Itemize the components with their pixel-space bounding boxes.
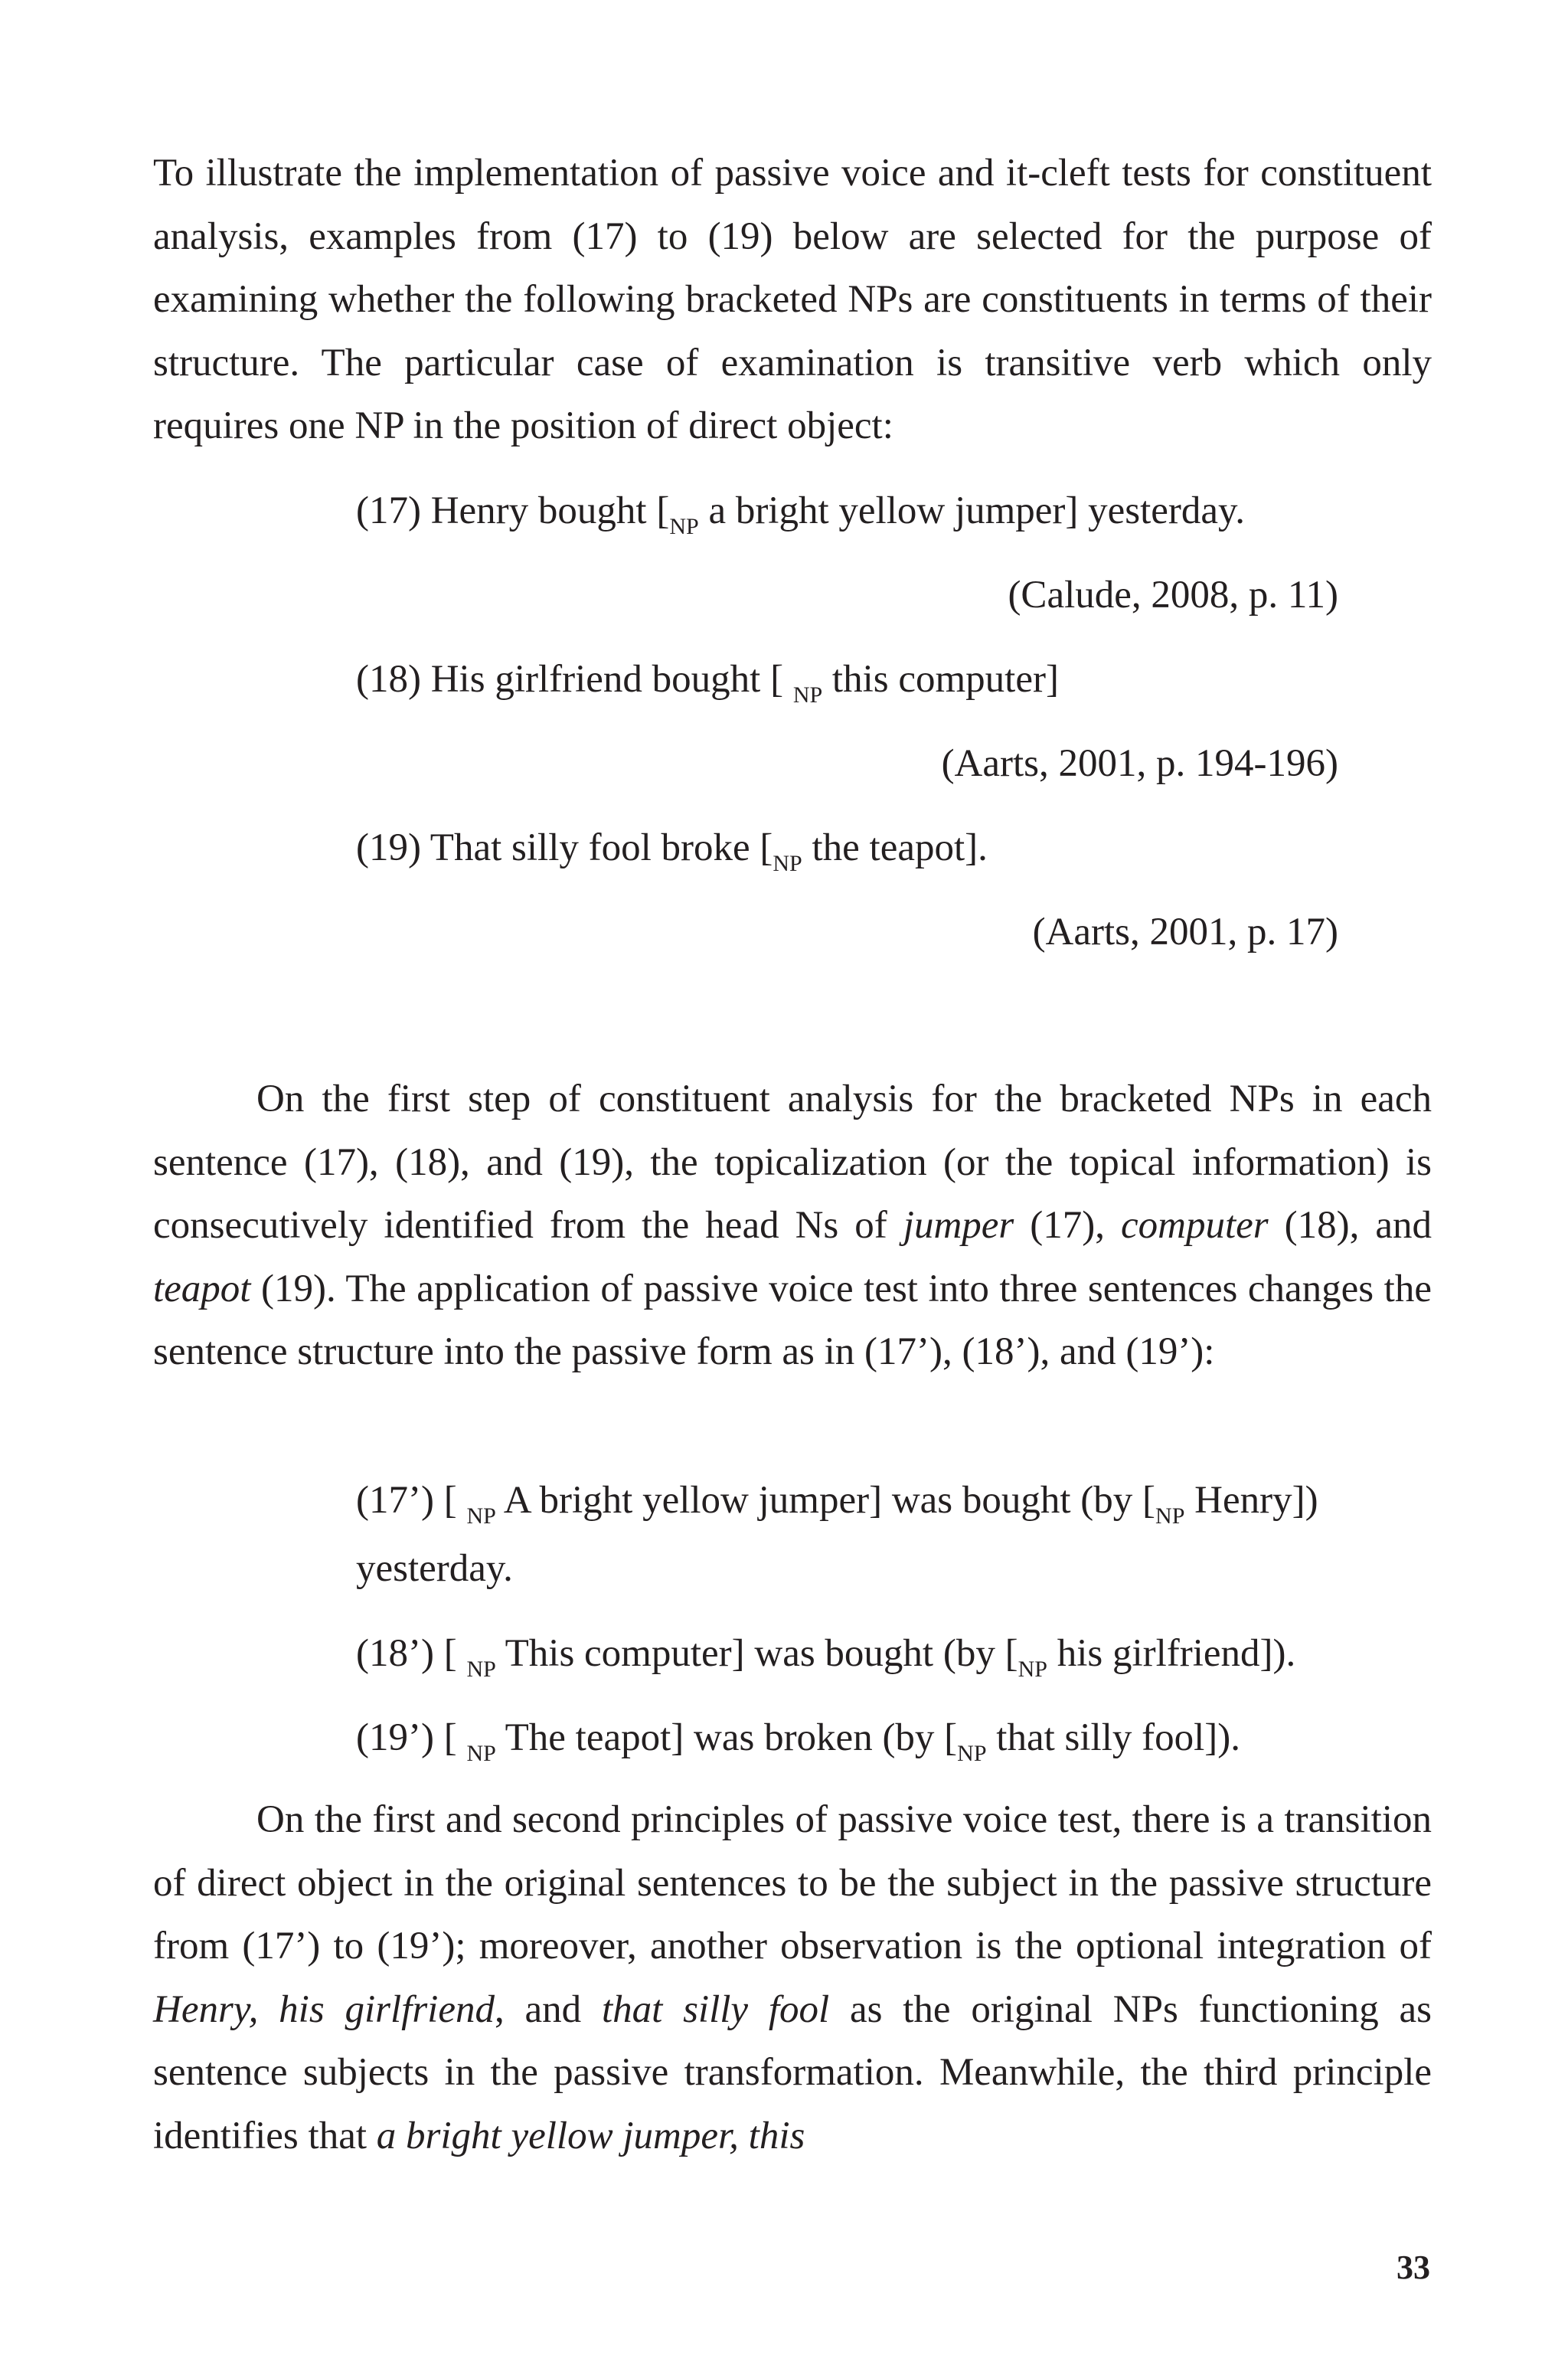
example-19p-b: The teapot] was broken (by [ <box>495 1716 958 1759</box>
np-subscript: NP <box>466 1657 496 1682</box>
p2-italic-teapot: teapot <box>153 1267 251 1310</box>
p2-italic-computer: computer <box>1121 1204 1269 1247</box>
np-subscript: NP <box>669 514 699 539</box>
np-subscript: NP <box>792 682 823 708</box>
example-19 <box>356 816 1436 885</box>
p3-text-b: , and <box>494 1987 602 2031</box>
example-19-passive <box>356 1706 1436 1775</box>
example-19-post: the teapot]. <box>802 826 988 869</box>
np-subscript: NP <box>773 851 802 876</box>
example-18-post: this computer] <box>822 658 1059 701</box>
example-18p-b: This computer] was bought (by [ <box>495 1632 1018 1675</box>
page-number: 33 <box>1396 2249 1430 2286</box>
paragraph-topicalization <box>153 1068 1432 1384</box>
p2-text-d: (19). The application of passive voice test into three sentences changes the sentence structure into the passive form as in (17’), (18’), and (19’): <box>153 1267 1432 1373</box>
example-17-post: a bright yellow jumper] yesterday. <box>698 489 1245 532</box>
p2-text-b: (17), <box>1014 1204 1121 1247</box>
p3-italic-objects: a bright yellow jumper, this <box>376 2114 805 2157</box>
np-subscript: NP <box>466 1741 496 1766</box>
p2-text-a: On the first step of constituent analysis for the bracketed NPs in each sentence (17), (18), and (19), the topicalization (or the topical information) is consecutively identified from the head Ns of <box>153 1078 1432 1247</box>
citation-18: (Aarts, 2001, p. 194-196) <box>941 742 1338 785</box>
example-19p-c: that silly fool]). <box>986 1716 1240 1759</box>
paragraph-principles <box>153 1788 1432 2167</box>
np-subscript: NP <box>1155 1503 1185 1529</box>
example-18p-a: (18’) [ <box>356 1632 467 1675</box>
p3-text-a: On the first and second principles of passive voice test, there is a transition of direct object in the original sentences to be the subject in the passive structure from (17’) to (19’); moreover, another observation is the optional integration of <box>153 1798 1432 1967</box>
citation-17: (Calude, 2008, p. 11) <box>1008 574 1338 617</box>
example-17-passive <box>356 1469 1436 1600</box>
example-17p-b: A bright yellow jumper] was bought (by [ <box>495 1479 1156 1522</box>
example-19p-a: (19’) [ <box>356 1716 467 1759</box>
p3-text-c: as the original NPs functioning as sentence subjects in the passive transformation. Meanwhile, the third principle identifies that <box>153 1987 1432 2157</box>
example-17-pre: (17) Henry bought [ <box>356 489 670 532</box>
citation-19: (Aarts, 2001, p. 17) <box>1032 911 1338 953</box>
example-19-pre: (19) That silly fool broke [ <box>356 826 773 869</box>
example-18 <box>356 648 1436 716</box>
example-18p-c: his girlfriend]). <box>1047 1632 1296 1675</box>
paragraph-intro: To illustrate the implementation of passive voice and it-cleft tests for constituent analysis, examples from (17) to (19) below are selected for the purpose of examining whether the following bracketed NPs are constituents in terms of their structure. The particular case of examination is transitive verb which only requires one NP in the position of direct object: <box>153 152 1432 447</box>
example-17 <box>356 479 1436 548</box>
p2-text-c: (18), and <box>1268 1204 1432 1247</box>
p2-italic-jumper: jumper <box>903 1204 1014 1247</box>
example-18-passive <box>356 1622 1436 1690</box>
example-17p-c: Henry]) yesterday. <box>356 1479 1318 1590</box>
example-18-pre: (18) His girlfriend bought [ <box>356 658 793 701</box>
np-subscript: NP <box>957 1741 987 1766</box>
np-subscript: NP <box>1018 1657 1047 1682</box>
p3-italic-fool: that silly fool <box>601 1987 830 2031</box>
np-subscript: NP <box>466 1503 496 1529</box>
p3-italic-subjects: Henry, his girlfriend <box>153 1987 495 2031</box>
example-17p-a: (17’) [ <box>356 1479 467 1522</box>
